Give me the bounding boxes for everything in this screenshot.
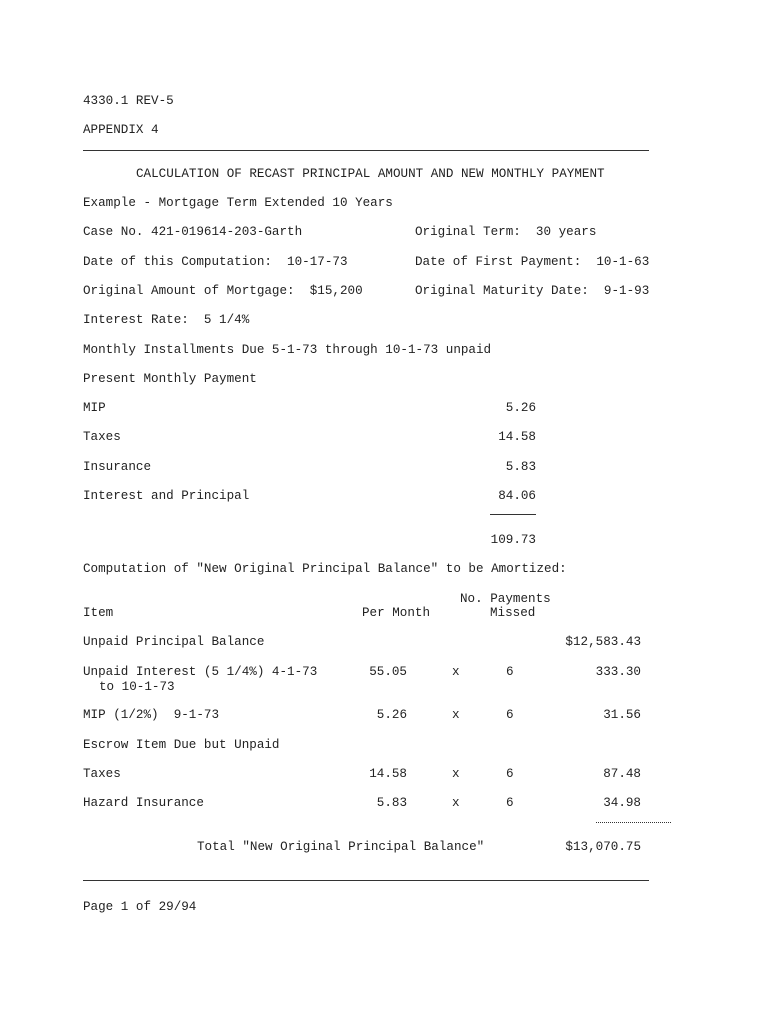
subtotal-rule	[490, 514, 536, 515]
present-row-value: 84.06	[498, 489, 536, 503]
multiply-sign: x	[452, 708, 460, 722]
maturity-date: Original Maturity Date: 9-1-93	[415, 284, 650, 298]
page-title: CALCULATION OF RECAST PRINCIPAL AMOUNT AND NEW MONTHLY PAYMENT	[136, 167, 605, 181]
line-item-amount: $12,583.43	[565, 635, 641, 649]
multiply-sign: x	[452, 796, 460, 810]
line-item-label: Unpaid Principal Balance	[83, 635, 265, 649]
original-amount: Original Amount of Mortgage: $15,200	[83, 284, 363, 298]
interest-rate: Interest Rate: 5 1/4%	[83, 313, 250, 327]
multiply-sign: x	[452, 767, 460, 781]
line-item-count: 6	[506, 767, 514, 781]
line-item-per-month: 5.83	[376, 796, 407, 810]
example-line: Example - Mortgage Term Extended 10 Years	[83, 196, 393, 210]
document-id: 4330.1 REV-5	[83, 94, 174, 108]
first-payment-date: Date of First Payment: 10-1-63	[415, 255, 650, 269]
line-item-amount: 87.48	[603, 767, 641, 781]
present-row-value: 5.26	[505, 401, 536, 415]
original-term: Original Term: 30 years	[415, 225, 597, 239]
case-number: Case No. 421-019614-203-Garth	[83, 225, 303, 239]
computation-heading: Computation of "New Original Principal Balance" to be Amortized:	[83, 562, 567, 576]
present-payment-heading: Present Monthly Payment	[83, 372, 257, 386]
present-row-value: 14.58	[498, 430, 536, 444]
line-item-amount: 34.98	[603, 796, 641, 810]
column-header-payments: No. Payments	[460, 592, 551, 606]
present-row-label: Taxes	[83, 430, 121, 444]
escrow-heading: Escrow Item Due but Unpaid	[83, 738, 280, 752]
line-item-count: 6	[506, 708, 514, 722]
computation-date: Date of this Computation: 10-17-73	[83, 255, 348, 269]
column-header-item: Item	[83, 606, 114, 620]
present-row-label: Interest and Principal	[83, 489, 250, 503]
total-rule	[596, 822, 671, 823]
line-item-per-month: 5.26	[376, 708, 407, 722]
column-header-missed: Missed	[490, 606, 536, 620]
line-item-per-month: 14.58	[369, 767, 407, 781]
appendix-label: APPENDIX 4	[83, 123, 159, 137]
line-item-label: MIP (1/2%) 9-1-73	[83, 708, 220, 722]
line-item-amount: 333.30	[595, 665, 641, 679]
line-item-label: Unpaid Interest (5 1/4%) 4-1-73	[83, 665, 318, 679]
multiply-sign: x	[452, 665, 460, 679]
line-item-count: 6	[506, 665, 514, 679]
line-item-amount: 31.56	[603, 708, 641, 722]
total-label: Total "New Original Principal Balance"	[197, 840, 485, 854]
line-item-label: Taxes	[83, 767, 121, 781]
total-amount: $13,070.75	[565, 840, 641, 854]
line-item-per-month: 55.05	[369, 665, 407, 679]
installments-due: Monthly Installments Due 5-1-73 through 10-1-73 unpaid	[83, 343, 492, 357]
present-payment-total: 109.73	[490, 533, 536, 547]
line-item-label-continued: to 10-1-73	[99, 680, 175, 694]
bottom-rule	[83, 880, 649, 881]
line-item-count: 6	[506, 796, 514, 810]
top-rule	[83, 150, 649, 151]
present-row-value: 5.83	[505, 460, 536, 474]
page-number: Page 1 of 29/94	[83, 900, 197, 914]
present-row-label: Insurance	[83, 460, 152, 474]
column-header-per-month: Per Month	[362, 606, 431, 620]
present-row-label: MIP	[83, 401, 106, 415]
line-item-label: Hazard Insurance	[83, 796, 204, 810]
